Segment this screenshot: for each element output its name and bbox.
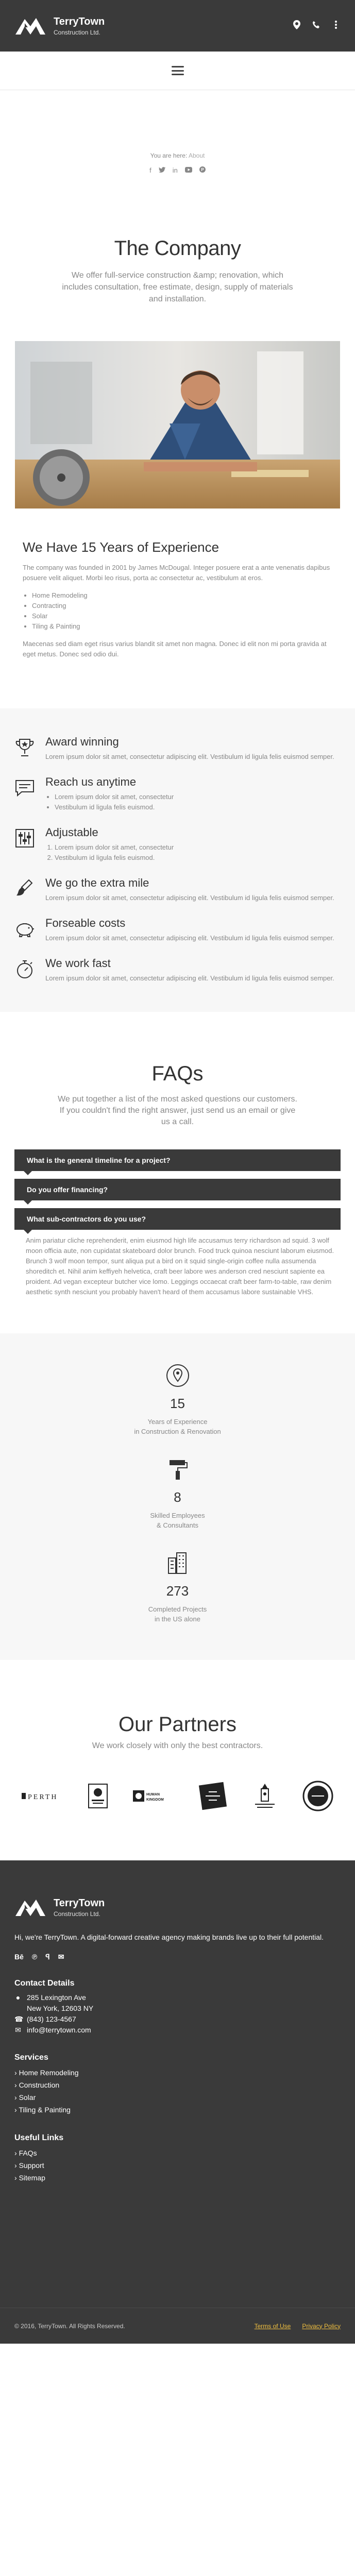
footer-link[interactable]: › Sitemap	[14, 2172, 341, 2184]
faq-description: We put together a list of the most asked questions our customers. If you couldn't find the right answer, just send us an email or give us a call.	[58, 1095, 297, 1126]
footer-logo[interactable]	[14, 1896, 341, 1918]
contact-heading: Contact Details	[14, 1979, 75, 1988]
facebook-icon[interactable]: f	[149, 166, 151, 174]
site-footer	[0, 1860, 355, 2344]
stat-number: 8	[174, 1489, 181, 1505]
faq-accordion	[14, 1149, 341, 1297]
footer-link[interactable]: › Solar	[14, 2091, 341, 2104]
pinterest-icon[interactable]	[199, 166, 206, 174]
services-heading: Services	[14, 2053, 48, 2062]
story-paragraph-1: The company was founded in 2001 by James McDougal. Integer posuere erat a ante venenatis dapibus posuere velit aliquet. Morbi leo risus, porta ac consectetur ac, vestibulum at eros.	[23, 564, 330, 582]
hero-photo	[15, 341, 340, 509]
list-item: 1. Lorem ipsum dolor sit amet, consectetur	[55, 842, 174, 853]
menu-bar	[0, 52, 355, 90]
top-header	[0, 0, 355, 52]
list-item: • Tiling & Painting	[32, 621, 332, 632]
story-title: We Have 15 Years of Experience	[23, 539, 219, 555]
twitter-icon[interactable]	[159, 166, 165, 174]
chat-bubble-icon	[14, 775, 45, 812]
feature-text: Lorem ipsum dolor sit amet, consectetur adipiscing elit. Vestibulum id ligula felis euismod semper.	[45, 753, 334, 760]
intro-description: We offer full-service construction &amp; renovation, which includes consultation, free estimate, design, supply of materials and installation.	[62, 271, 293, 303]
feature-adjustable	[0, 826, 355, 863]
faq-section	[0, 1012, 355, 1333]
feature-text: Lorem ipsum dolor sit amet, consectetur adipiscing elit. Vestibulum id ligula felis euismod semper.	[45, 894, 334, 902]
email-address: info@terrytown.com	[27, 2026, 91, 2034]
location-icon: ●	[15, 1993, 21, 2002]
pinterest-icon[interactable]: ℗	[31, 1953, 38, 1961]
page-title: The Company	[114, 237, 241, 260]
email-icon[interactable]: ✉	[58, 1953, 64, 1961]
list-item: • Lorem ipsum dolor sit amet, consectetur	[55, 792, 174, 802]
feature-award	[0, 735, 355, 762]
location-icon[interactable]	[292, 20, 301, 32]
about-story	[0, 509, 355, 659]
stat-label: Skilled Employees	[150, 1512, 205, 1519]
list-item: • Home Remodeling	[32, 590, 332, 601]
faq-question[interactable]: Do you offer financing?	[14, 1179, 341, 1200]
partner-logo-text: PERTH	[27, 1793, 58, 1801]
partner-logos	[0, 1781, 355, 1811]
footer-useful-links	[14, 2147, 341, 2184]
feature-title: Reach us anytime	[45, 775, 137, 788]
story-paragraph-2: Maecenas sed diam eget risus varius blandit sit amet non magna. Donec id elit non mi porta gravida at eget metus. Donec sed odio dui.	[23, 640, 327, 658]
breadcrumb-prefix: You are here:	[150, 152, 188, 159]
services-list	[32, 590, 332, 632]
list-item: • Contracting	[32, 601, 332, 611]
stat-label: in the US alone	[155, 1615, 200, 1623]
partners-description: We work closely with only the best contractors.	[92, 1741, 263, 1750]
stat-employees	[0, 1457, 355, 1530]
contact-list	[14, 1992, 341, 2036]
trophy-icon	[14, 735, 45, 762]
partner-logo-human-kingdom[interactable]	[133, 1781, 174, 1811]
feature-title: We go the extra mile	[45, 876, 149, 889]
feature-fast	[0, 957, 355, 984]
partners-section	[0, 1660, 355, 1860]
sliders-icon	[14, 826, 45, 863]
address-line-2: New York, 12603 NY	[27, 2004, 94, 2012]
piggy-bank-icon	[14, 917, 45, 943]
footer-bottom-bar	[0, 2308, 355, 2344]
feature-title: Award winning	[45, 735, 119, 748]
stat-label: Completed Projects	[148, 1605, 207, 1613]
phone-number: (843) 123-4567	[27, 2015, 76, 2023]
footer-link[interactable]: › Tiling & Painting	[14, 2104, 341, 2116]
behance-icon[interactable]: Bē	[14, 1953, 24, 1961]
stat-label: & Consultants	[157, 1521, 198, 1529]
brand-logo[interactable]	[14, 15, 105, 37]
faq-answer: Anim pariatur cliche reprehenderit, enim eiusmod high life accusamus terry richardson ad squid. 3 wolf moon officia aute, non cupidatat skateboard dolor brunch. Food truck quinoa nesciunt laborum eiusmod. Brunch 3 wolf moon tempor, sunt aliqua put a bird on it squid single-origin coffee nulla assumenda shoreditch et. Nihil anim keffiyeh helvetica, craft beer labore wes anderson cred nesciunt sapiente ea proident. Ad vegan excepteur butcher vice lomo. Leggings occaecat craft beer farm-to-table, raw denim aesthetic synth nesciunt you probably haven't heard of them accusamus labore sustainable VHS.	[26, 1236, 334, 1296]
brand-name: TerryTown	[54, 15, 105, 27]
footer-brand-name: TerryTown	[54, 1897, 105, 1909]
feature-text: Lorem ipsum dolor sit amet, consectetur adipiscing elit. Vestibulum id ligula felis euismod semper.	[45, 974, 334, 982]
partner-logo-perth[interactable]	[22, 1781, 63, 1811]
footer-link[interactable]: › Support	[14, 2159, 341, 2172]
breadcrumb	[0, 152, 355, 159]
partner-logo-circle[interactable]	[302, 1781, 333, 1811]
feature-costs	[0, 917, 355, 943]
contact-email[interactable]	[14, 2025, 341, 2036]
list-item: • Vestibulum id ligula felis euismod.	[55, 802, 174, 812]
features-section	[0, 708, 355, 1012]
footer-services-list	[14, 2066, 341, 2116]
phone-icon[interactable]	[312, 21, 321, 31]
feature-title: We work fast	[45, 957, 111, 970]
phone-icon: ☎	[14, 2015, 24, 2023]
feature-text: Lorem ipsum dolor sit amet, consectetur adipiscing elit. Vestibulum id ligula felis euismod semper.	[45, 934, 334, 942]
stats-section	[0, 1333, 355, 1660]
buildings-icon	[165, 1551, 190, 1575]
hamburger-menu-icon[interactable]	[172, 66, 184, 75]
mountain-logo-icon	[14, 15, 46, 37]
partners-title: Our Partners	[119, 1713, 236, 1736]
linkedin-icon[interactable]: in	[172, 166, 178, 174]
footer-link[interactable]: › Construction	[14, 2079, 341, 2091]
footer-link[interactable]: › FAQs	[14, 2147, 341, 2159]
stat-label: Years of Experience	[147, 1418, 208, 1426]
brand-tagline: Construction Ltd.	[54, 28, 100, 36]
stat-projects	[0, 1551, 355, 1624]
footer-link[interactable]: › Home Remodeling	[14, 2066, 341, 2079]
feature-title: Forseable costs	[45, 917, 126, 929]
breadcrumb-current[interactable]: About	[188, 152, 205, 159]
contact-phone[interactable]	[14, 2014, 341, 2025]
share-icons	[0, 166, 355, 174]
list-item: 2. Vestibulum id ligula felis euismod.	[55, 853, 174, 863]
stat-years	[0, 1363, 355, 1436]
envelope-icon: ✉	[15, 2026, 21, 2034]
feature-title: Adjustable	[45, 826, 98, 839]
contact-address	[14, 1992, 341, 2014]
list-item: • Solar	[32, 611, 332, 621]
mountain-logo-icon	[14, 1896, 46, 1918]
stopwatch-icon	[14, 957, 45, 984]
footer-brand-tagline: Construction Ltd.	[54, 1910, 100, 1918]
stat-number: 15	[170, 1396, 185, 1411]
partner-logo-dark-badge[interactable]	[198, 1781, 227, 1811]
svg-text:HUMAN: HUMAN	[146, 1793, 160, 1797]
faq-title: FAQs	[151, 1062, 204, 1085]
faq-question[interactable]: What is the general timeline for a project?	[14, 1149, 341, 1171]
address-line-1: 285 Lexington Ave	[27, 1993, 86, 2002]
map-pin-icon	[165, 1363, 190, 1388]
svg-text:P: P	[201, 167, 204, 172]
builder-at-workbench-image	[15, 341, 340, 509]
paintbrush-icon	[14, 876, 45, 903]
paypal-icon[interactable]: ꟼ	[45, 1953, 50, 1961]
breadcrumb-section	[0, 90, 355, 237]
terms-link[interactable]: Terms of Use	[254, 2322, 291, 2330]
partner-logo-badge[interactable]	[88, 1781, 108, 1811]
faq-question[interactable]: What sub-contractors do you use?	[14, 1208, 341, 1230]
stat-label: in Construction & Renovation	[134, 1428, 221, 1435]
paint-roller-icon	[165, 1457, 190, 1482]
feature-extra-mile	[0, 876, 355, 903]
footer-about: Hi, we're TerryTown. A digital-forward creative agency making brands live up to their full potential.	[14, 1933, 324, 1941]
feature-reach	[0, 775, 355, 812]
svg-text:KINGDOM: KINGDOM	[146, 1798, 164, 1802]
useful-links-heading: Useful Links	[14, 2133, 64, 2142]
privacy-link[interactable]: Privacy Policy	[302, 2322, 341, 2330]
menu-dots-icon[interactable]	[331, 21, 341, 31]
partner-logo-tower[interactable]	[252, 1781, 278, 1811]
youtube-icon[interactable]	[185, 166, 192, 174]
stat-number: 273	[166, 1583, 189, 1599]
footer-social-icons	[14, 1953, 341, 1961]
copyright: © 2016, TerryTown. All Rights Reserved.	[14, 2322, 125, 2330]
